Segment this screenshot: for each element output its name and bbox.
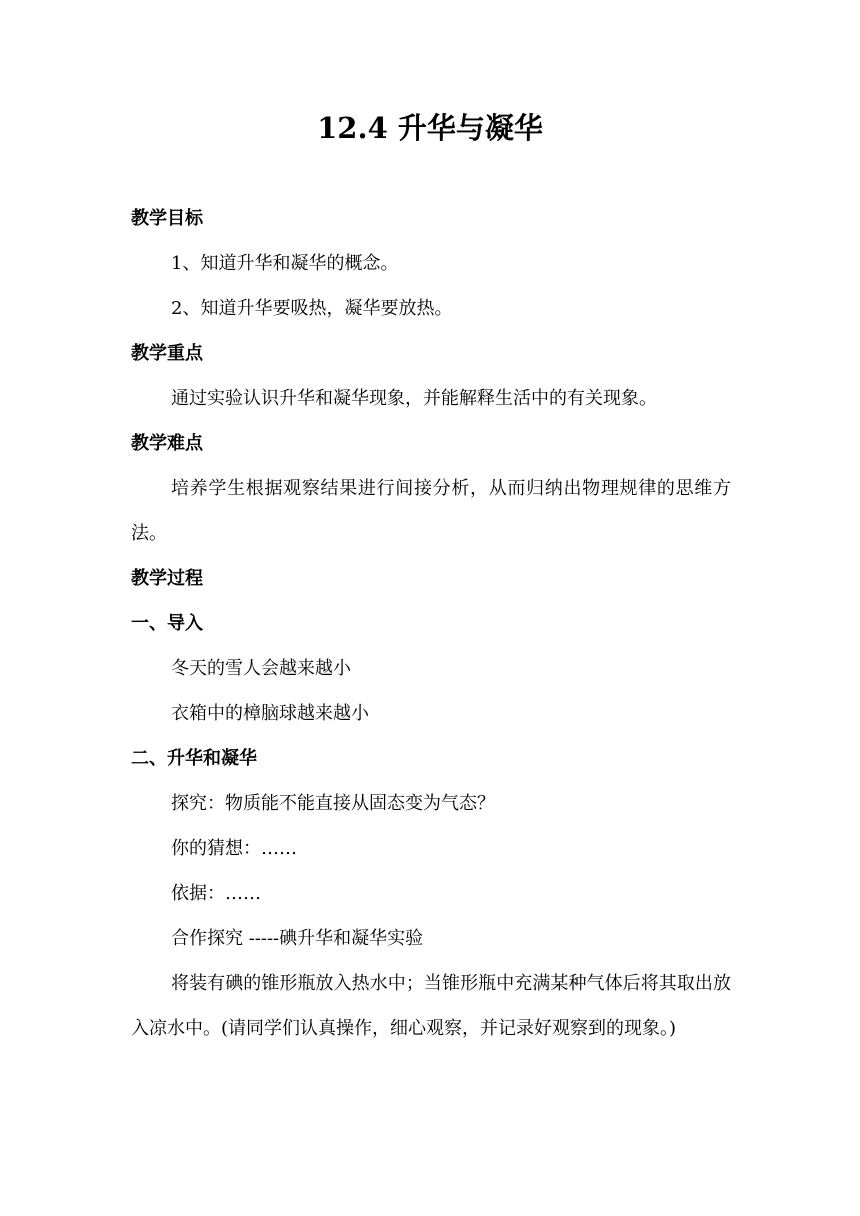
objective-item: 1、知道升华和凝华的概念。 <box>171 253 399 274</box>
sublimation-line: 合作探究 -----碘升华和凝华实验 <box>171 928 424 949</box>
section-heading-objectives: 教学目标 <box>131 208 203 229</box>
intro-line: 衣箱中的樟脑球越来越小 <box>171 703 369 724</box>
section-heading-difficulties: 教学难点 <box>131 433 203 454</box>
experiment-paragraph: 将装有碘的锥形瓶放入热水中；当锥形瓶中充满某种气体后将其取出放入凉水中。(请同学们认真操作，细心观察，并记录好观察到的现象。) <box>131 973 731 1039</box>
intro-line: 冬天的雪人会越来越小 <box>171 658 351 679</box>
difficulties-text: 培养学生根据观察结果进行间接分析，从而归纳出物理规律的思维方法。 <box>131 478 731 544</box>
sublimation-line: 探究：物质能不能直接从固态变为气态？ <box>171 793 495 814</box>
document-body <box>131 196 731 1051</box>
section-heading-key-points: 教学重点 <box>131 343 203 364</box>
document-title: 12.4 升华与凝华 <box>317 111 543 145</box>
key-points-text: 通过实验认识升华和凝华现象，并能解释生活中的有关现象。 <box>171 388 657 409</box>
sublimation-line: 你的猜想：…… <box>171 838 297 859</box>
sublimation-line: 依据：…… <box>171 883 261 904</box>
section-heading-sublimation: 二、升华和凝华 <box>131 748 257 769</box>
section-heading-process: 教学过程 <box>131 568 203 589</box>
objective-item: 2、知道升华要吸热，凝华要放热。 <box>171 298 453 319</box>
section-heading-intro: 一、导入 <box>131 613 203 634</box>
